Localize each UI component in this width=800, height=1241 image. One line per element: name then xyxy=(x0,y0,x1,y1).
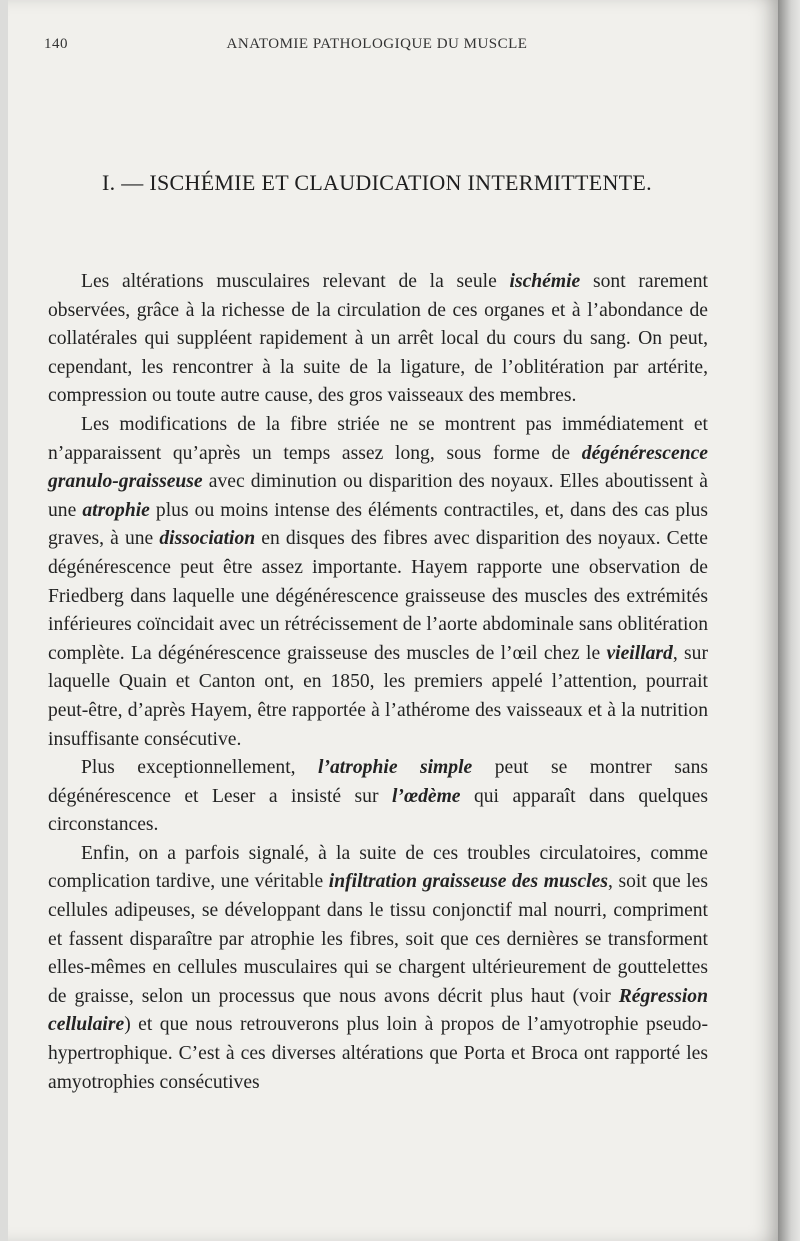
text-run: , soit que les cellules adipeuses, se développant dans le tissu conjonctif mal nourri, compriment et fassent disparaître par atrophie les fibres, soit que ces dernières se transforment elles-mêmes en cellules musculaires qui se chargent ultérieurement de gouttelettes de graisse, selon un processus que nous avons décrit plus haut (voir xyxy=(48,871,708,1007)
text-run: Plus exceptionnellement, xyxy=(81,757,319,779)
italic-term: infiltration graisseuse des muscles xyxy=(328,871,608,893)
paragraph-1 xyxy=(48,268,708,411)
paragraph-3 xyxy=(48,754,708,840)
body-text xyxy=(48,268,708,1097)
text-run: ) et que nous retrouverons plus loin à propos de l’amyotrophie pseudo-hypertrophique. C’est à ces diverses altérations que Porta et Broca ont rapporté les amyotrophies consécutives xyxy=(48,1014,708,1093)
section-heading: I. — ISCHÉMIE ET CLAUDICATION INTERMITTENTE. xyxy=(102,170,652,195)
italic-term: ischémie xyxy=(509,271,581,292)
italic-term: Régression cellulaire xyxy=(48,985,708,1036)
book-page xyxy=(8,0,778,1241)
italic-term: l’œdème xyxy=(391,785,461,807)
text-run: en disques des fibres avec disparition des noyaux. Cette dégénérescence peut être assez importante. Hayem rapporte une observation de Friedberg dans laquelle une dégénérescence graisseuse des muscles des extrémités inférieures coïncidait avec un rétrécissement de l’aorte abdominale sans oblitération complète. La dégénérescence graisseuse des muscles de l’œil chez le xyxy=(48,528,708,664)
text-run: plus ou moins intense des éléments contractiles, et, dans des cas plus graves, à une xyxy=(48,499,708,550)
italic-term: atrophie xyxy=(82,499,150,521)
italic-term: dégénérescence granulo-graisseuse xyxy=(48,442,708,493)
running-title: ANATOMIE PATHOLOGIQUE DU MUSCLE xyxy=(226,36,528,52)
text-run: Enfin, on a parfois signalé, à la suite de ces troubles circulatoires, comme complication tardive, une véritable xyxy=(48,842,708,893)
page-number: 140 xyxy=(44,36,68,52)
paragraph-4 xyxy=(48,840,708,1097)
text-run: sont rarement observées, grâce à la richesse de la circulation de ces organes et à l’abondance de collatérales qui suppléent rapidement à un arrêt local du cours du sang. On peut, cependant, les rencontrer à la suite de la ligature, de l’oblitération par artérite, compression ou toute autre cause, des gros vaisseaux des membres. xyxy=(48,271,708,407)
text-run: , sur laquelle Quain et Canton ont, en 1850, les premiers appelé l’attention, pourrait peut-être, d’après Hayem, être rapportée à l’athérome des vaisseaux et à la nutrition insuffisante consécutive. xyxy=(48,642,708,750)
text-run: Les altérations musculaires relevant de la seule xyxy=(81,271,510,292)
italic-term: dissociation xyxy=(159,528,256,550)
paragraph-2 xyxy=(48,411,708,754)
running-head xyxy=(44,36,710,60)
text-run: avec diminution ou disparition des noyaux. Elles aboutissent à une xyxy=(48,471,708,521)
text-run: qui apparaît dans quelques circonstances. xyxy=(48,785,708,836)
text-run: Les modifications de la fibre striée ne se montrent pas immédiatement et n’apparaissent qu’après un temps assez long, sous forme de xyxy=(48,413,708,464)
text-run: peut se montrer sans dégénérescence et Leser a insisté sur xyxy=(48,757,708,807)
italic-term: vieillard xyxy=(606,642,673,664)
italic-term: l’atrophie simple xyxy=(318,757,473,779)
binding-edge xyxy=(778,0,800,1241)
